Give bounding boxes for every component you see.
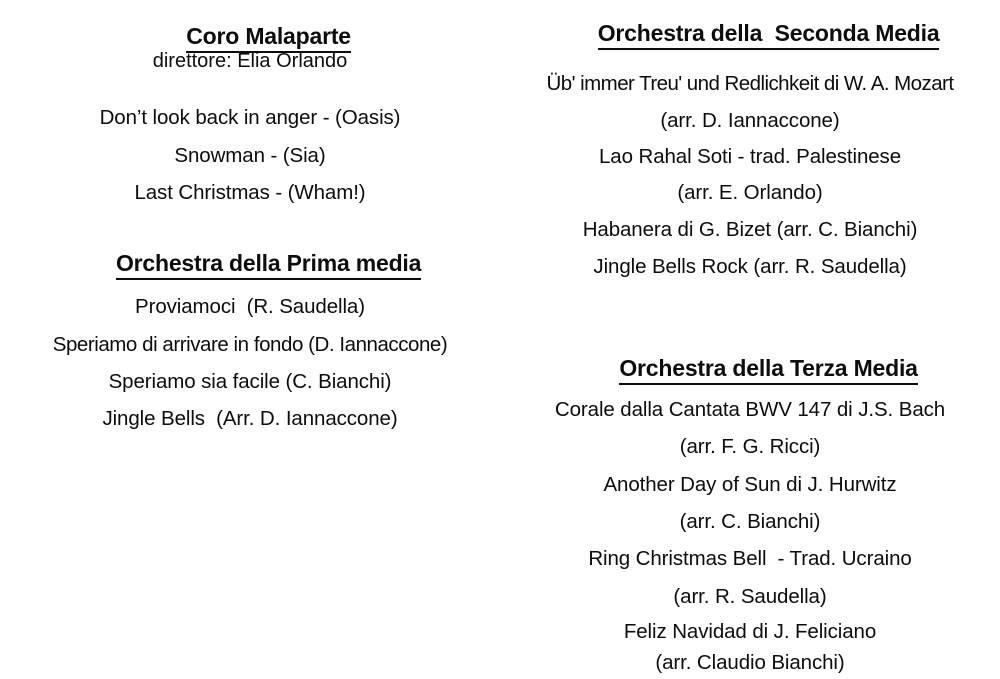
first-year-piece-2: Speriamo di arrivare in fondo (D. Iannaccone): [52, 333, 448, 356]
third-year-piece-1-arranger: (arr. F. G. Ricci): [679, 435, 821, 458]
second-year-piece-3: Habanera di G. Bizet (arr. C. Bianchi): [582, 218, 918, 241]
first-year-orchestra-heading: [0, 225, 500, 305]
second-year-piece-1: Üb' immer Treu' und Redlichkeit di W. A. Mozart: [546, 72, 954, 95]
second-year-piece-2: Lao Rahal Soti - trad. Palestinese: [599, 145, 901, 168]
third-year-piece-3: Ring Christmas Bell - Trad. Ucraino: [588, 547, 912, 570]
second-year-piece-1-arranger: (arr. D. Iannaccone): [660, 109, 840, 132]
choir-piece-3: Last Christmas - (Wham!): [134, 181, 366, 204]
third-year-piece-1: Corale dalla Cantata BWV 147 di J.S. Bach: [554, 398, 946, 421]
choir-piece-1: Don’t look back in anger - (Oasis): [99, 106, 401, 129]
second-year-piece-4: Jingle Bells Rock (arr. R. Saudella): [593, 255, 907, 278]
second-year-orchestra-heading: [500, 0, 1000, 75]
third-year-piece-3-arranger: (arr. R. Saudella): [673, 585, 827, 608]
first-year-piece-4: Jingle Bells (Arr. D. Iannaccone): [102, 407, 398, 430]
first-year-piece-3: Speriamo sia facile (C. Bianchi): [108, 370, 392, 393]
choir-heading-text: Coro Malaparte: [186, 24, 351, 53]
choir-piece-2: Snowman - (Sia): [174, 144, 326, 167]
choir-conductor: direttore: Elia Orlando: [152, 50, 348, 72]
third-year-piece-2-arranger: (arr. C. Bianchi): [679, 510, 821, 533]
third-year-piece-2: Another Day of Sun di J. Hurwitz: [603, 473, 897, 496]
first-year-piece-1: Proviamoci (R. Saudella): [135, 295, 365, 318]
first-year-orchestra-heading-text: Orchestra della Prima media: [116, 251, 421, 280]
third-year-piece-4-arranger: (arr. Claudio Bianchi): [655, 651, 845, 674]
second-year-piece-2-arranger: (arr. E. Orlando): [677, 181, 823, 204]
second-year-orchestra-heading-text: Orchestra della Seconda Media: [598, 21, 940, 50]
third-year-piece-4: Feliz Navidad di J. Feliciano: [623, 620, 877, 643]
third-year-orchestra-heading-text: Orchestra della Terza Media: [619, 356, 917, 385]
